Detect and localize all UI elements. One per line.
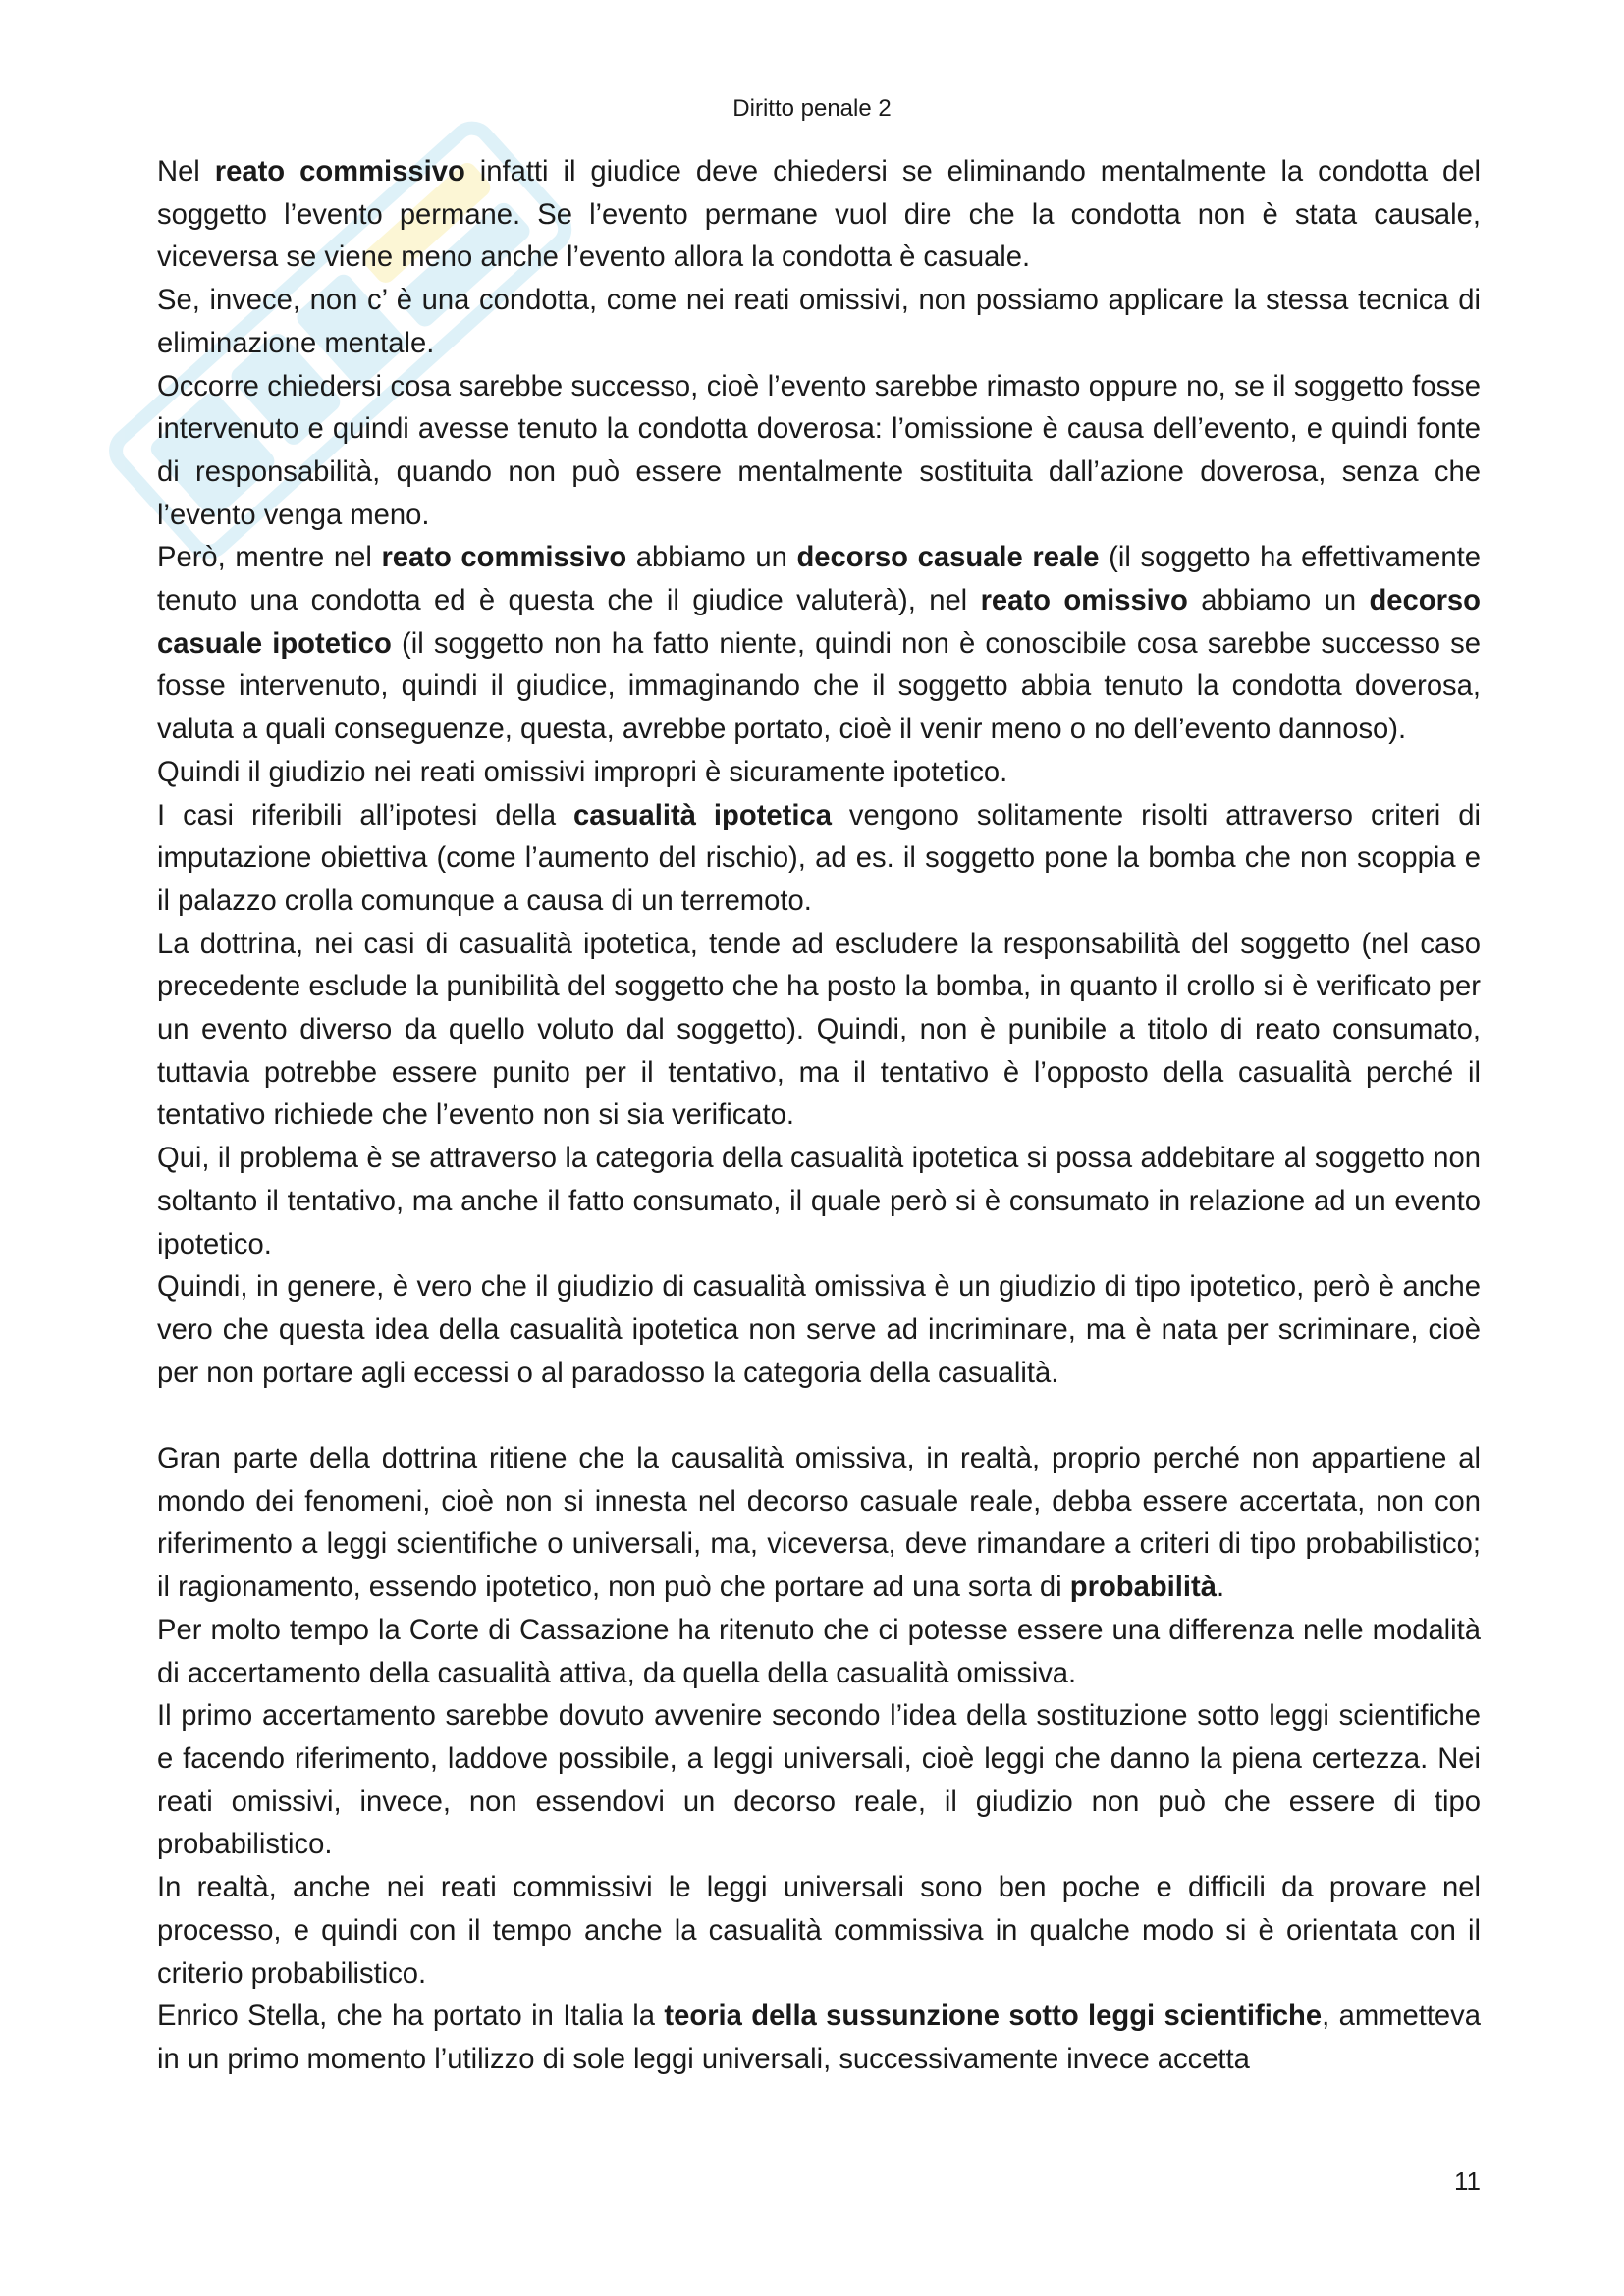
paragraph: Enrico Stella, che ha portato in Italia la teoria della sussunzione sotto leggi scientifiche, ammetteva in un primo momento l’utilizzo di sole leggi universali, successivamente invece accetta: [157, 2001, 1481, 2075]
paragraph: La dottrina, nei casi di casualità ipotetica, tende ad escludere la responsabilità del soggetto (nel caso precedente esclude la punibilità del soggetto che ha posto la bomba, in quanto il crollo si è verificato per un evento diverso da quello voluto dal soggetto). Quindi, non è punibile a titolo di reato consumato, tuttavia potrebbe essere punito per il tentativo, ma il tentativo è l’opposto della casualità perché il tentativo richiede che l’evento non si sia verificato.: [157, 928, 1481, 1132]
bold-term: decorso casuale ipotetico: [157, 585, 1481, 660]
bold-term: reato omissivo: [980, 585, 1188, 617]
paragraph: Se, invece, non c’ è una condotta, come nei reati omissivi, non possiamo applicare la stessa tecnica di eliminazione mentale.: [157, 285, 1481, 359]
bold-term: reato commissivo: [381, 542, 627, 574]
paragraph: Occorre chiedersi cosa sarebbe successo, cioè l’evento sarebbe rimasto oppure no, se il soggetto fosse intervenuto e quindi avesse tenuto la condotta doverosa: l’omissione è causa dell’evento, e quindi fonte di responsabilità, quando non può essere mentalmente sostituita dall’azione doverosa, senza che l’evento venga meno.: [157, 370, 1481, 531]
paragraph: Per molto tempo la Corte di Cassazione ha ritenuto che ci potesse essere una differenza nelle modalità di accertamento della casualità attiva, da quella della casualità omissiva.: [157, 1614, 1481, 1689]
document-body: [157, 151, 1481, 2082]
page-number: 11: [1454, 2166, 1481, 2196]
bold-term: probabilità: [1069, 1572, 1217, 1604]
paragraph: Il primo accertamento sarebbe dovuto avvenire secondo l’idea della sostituzione sotto leggi scientifiche e facendo riferimento, laddove possibile, a leggi universali, cioè leggi che danno la piena certezza. Nei reati omissivi, invece, non essendovi un decorso reale, il giudizio non può che essere di tipo probabilistico.: [157, 1700, 1481, 1861]
paragraph: Però, mentre nel reato commissivo abbiamo un decorso casuale reale (il soggetto ha effettivamente tenuto una condotta ed è questa che il giudice valuterà), nel reato omissivo abbiamo un decorso casuale ipotetico (il soggetto non ha fatto niente, quindi non è conoscibile cosa sarebbe successo se fosse intervenuto, quindi il giudice, immaginando che il soggetto abbia tenuto la condotta doverosa, valuta a quali conseguenze, questa, avrebbe portato, cioè il venir meno o no dell’evento dannoso).: [157, 542, 1481, 746]
bold-term: casualità ipotetica: [573, 799, 832, 831]
paragraph: Nel reato commissivo infatti il giudice deve chiedersi se eliminando mentalmente la condotta del soggetto l’evento permane. Se l’evento permane vuol dire che la condotta non è stata causale, viceversa se viene meno anche l’evento allora la condotta è casuale.: [157, 156, 1482, 274]
paragraph: I casi riferibili all’ipotesi della casualità ipotetica vengono solitamente risolti attraverso criteri di imputazione obiettiva (come l’aumento del rischio), ad es. il soggetto pone la bomba che non scoppia e il palazzo crolla comunque a causa di un terremoto.: [157, 799, 1481, 917]
bold-term: reato commissivo: [214, 156, 465, 187]
paragraph: In realtà, anche nei reati commissivi le leggi universali sono ben poche e difficili da provare nel processo, e quindi con il tempo anche la casualità commissiva in qualche modo si è orientata con il criterio probabilistico.: [157, 1872, 1481, 1990]
bold-term: decorso casuale reale: [796, 542, 1100, 574]
bold-term: teoria della sussunzione sotto leggi scientifiche: [664, 2001, 1323, 2033]
paragraph: Qui, il problema è se attraverso la categoria della casualità ipotetica si possa addebitare al soggetto non soltanto il tentativo, ma anche il fatto consumato, il quale però si è consumato in relazione ad un evento ipotetico.: [157, 1143, 1481, 1260]
page-header-title: Diritto penale 2: [732, 95, 892, 122]
paragraph: Quindi il giudizio nei reati omissivi impropri è sicuramente ipotetico.: [157, 756, 1008, 788]
paragraph: Gran parte della dottrina ritiene che la causalità omissiva, in realtà, proprio perché non appartiene al mondo dei fenomeni, cioè non si innesta nel decorso casuale reale, debba essere accertata, non con riferimento a leggi scientifiche o universali, ma, viceversa, deve rimandare a criteri di tipo probabilistico; il ragionamento, essendo ipotetico, non può che portare ad una sorta di probabilità.: [157, 1443, 1481, 1604]
paragraph: Quindi, in genere, è vero che il giudizio di casualità omissiva è un giudizio di tipo ipotetico, però è anche vero che questa idea della casualità ipotetica non serve ad incriminare, ma è nata per scriminare, cioè per non portare agli eccessi o al paradosso la categoria della casualità.: [157, 1271, 1481, 1389]
